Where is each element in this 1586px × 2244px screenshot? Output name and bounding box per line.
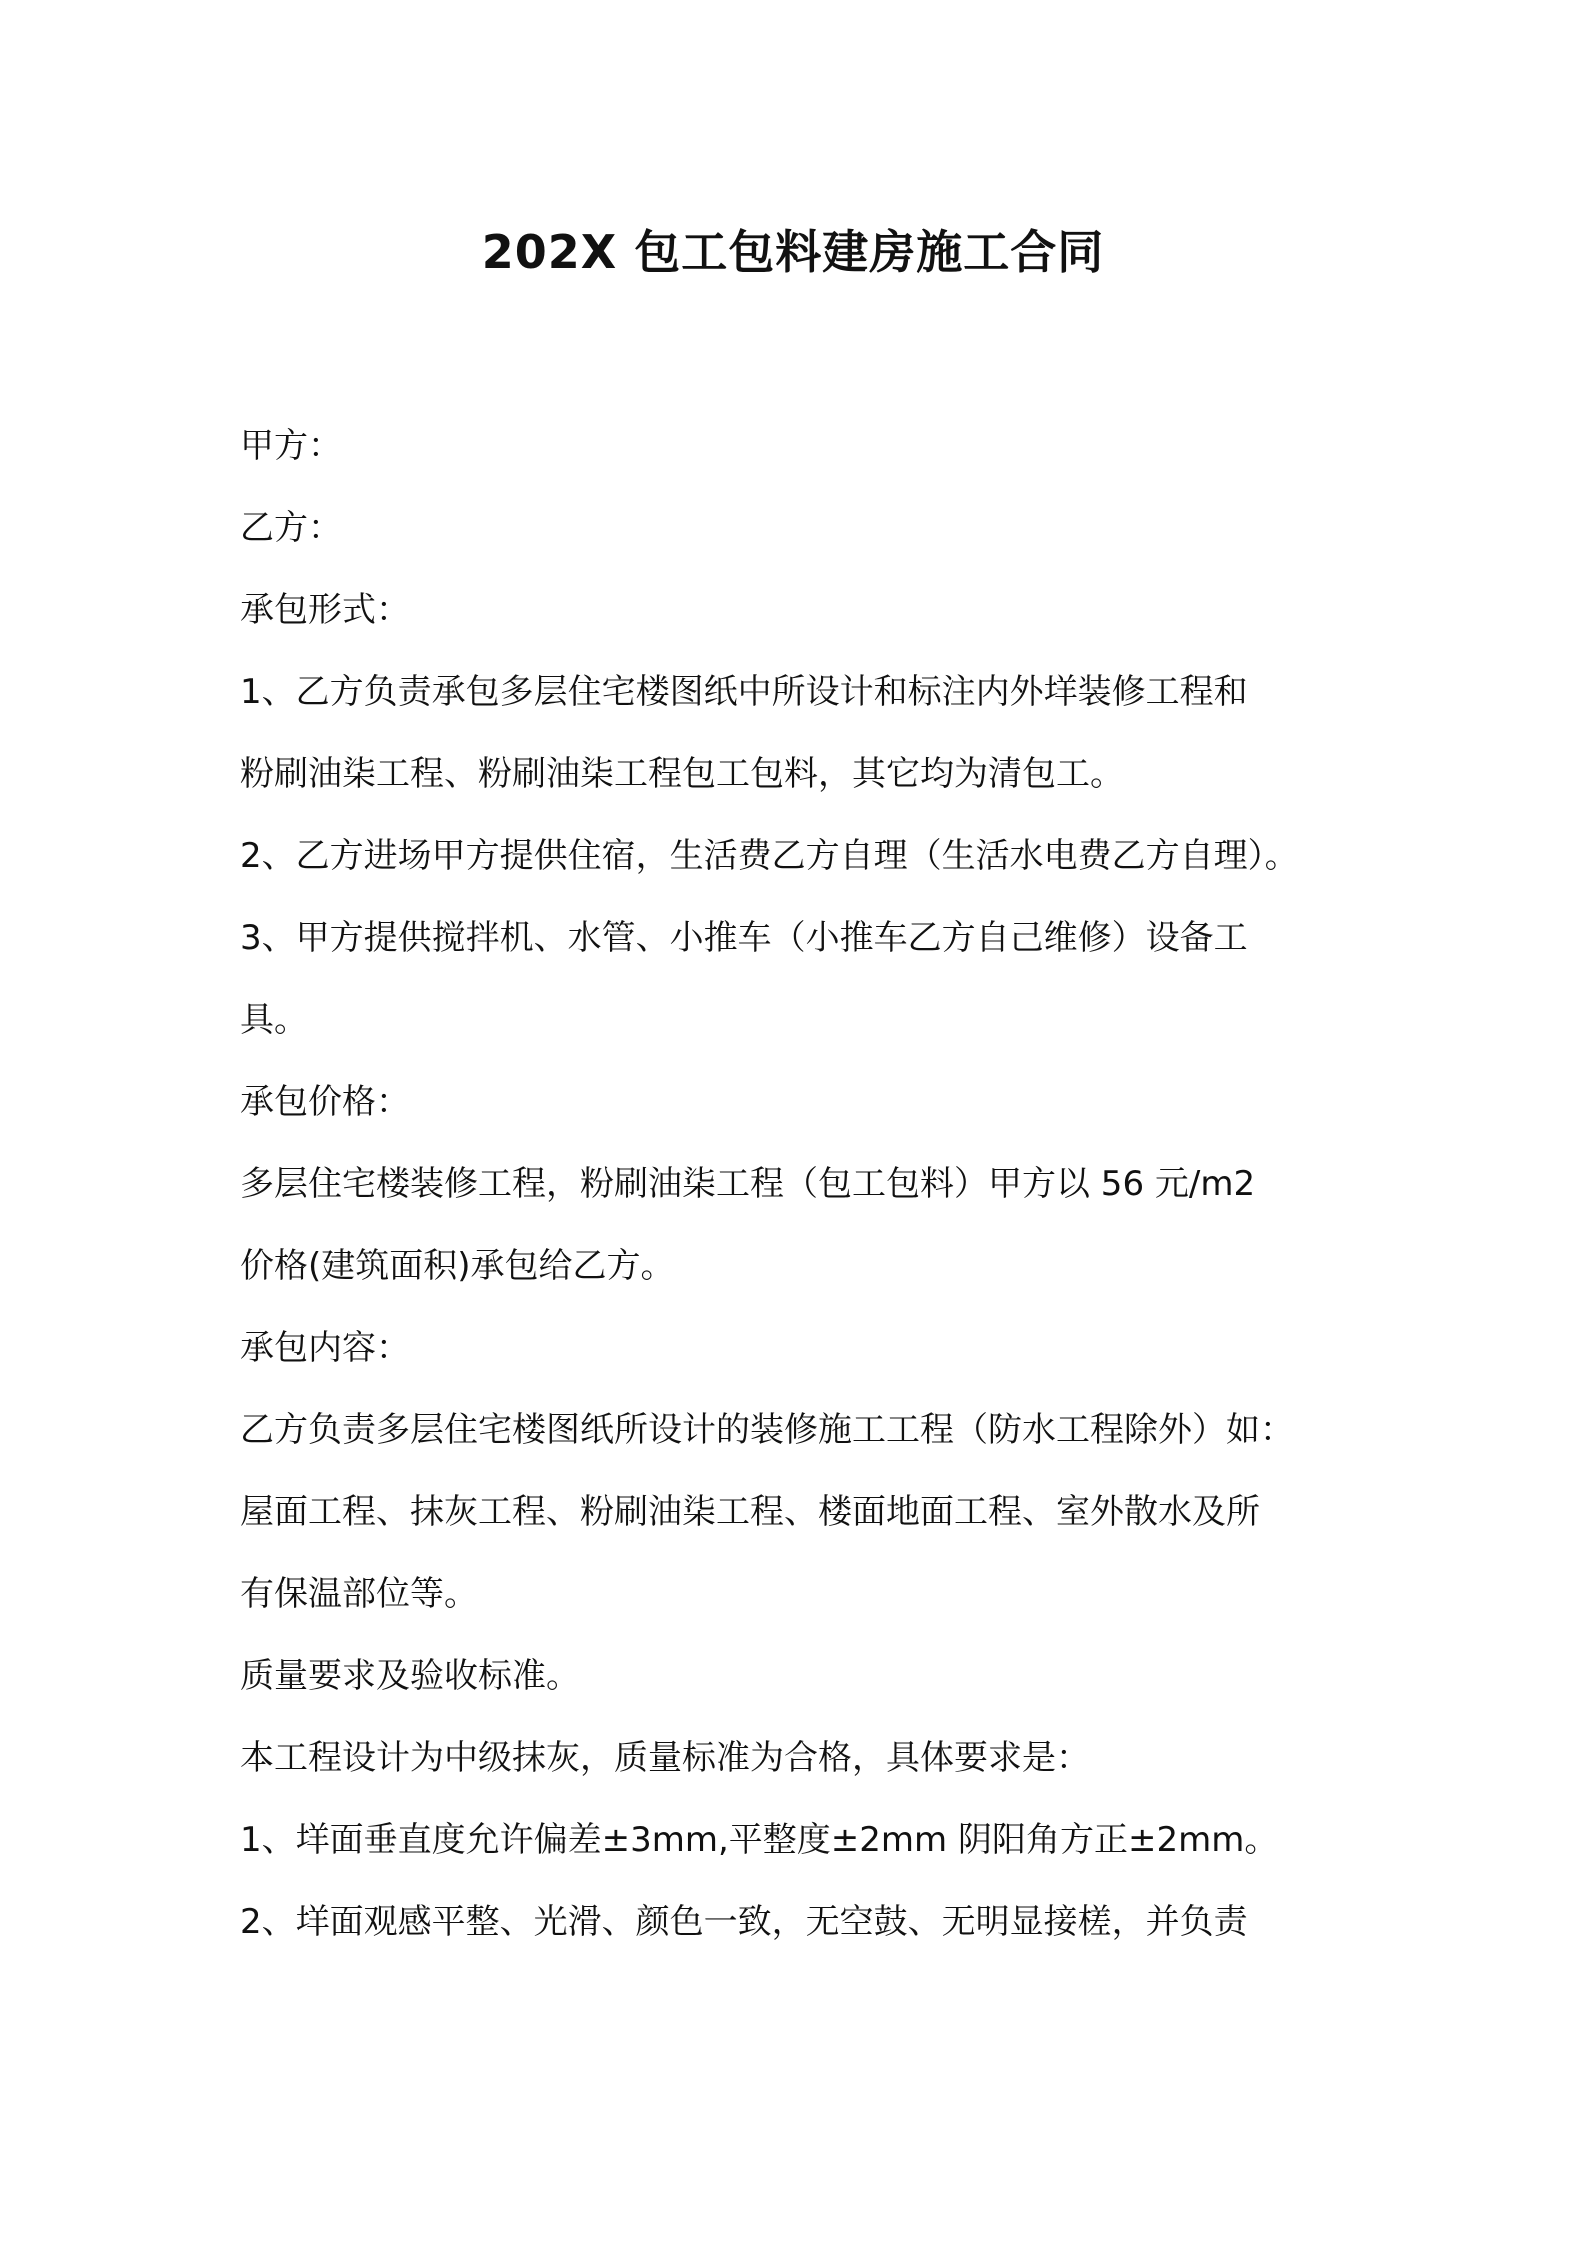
section-heading-quality: 质量要求及验收标准。 bbox=[240, 1656, 580, 1696]
paragraph-line: 有保温部位等。 bbox=[240, 1574, 478, 1614]
paragraph-line: 1、乙方负责承包多层住宅楼图纸中所设计和标注内外垟装修工程和 bbox=[240, 672, 1248, 712]
paragraph-line: 粉刷油柒工程、粉刷油柒工程包工包料，其它均为清包工。 bbox=[240, 754, 1124, 794]
paragraph-line: 本工程设计为中级抹灰，质量标准为合格，具体要求是： bbox=[240, 1738, 1090, 1778]
document-title: 202X 包工包料建房施工合同 bbox=[481, 225, 1105, 279]
paragraph-line: 价格(建筑面积)承包给乙方。 bbox=[240, 1246, 675, 1286]
paragraph-line: 3、甲方提供搅拌机、水管、小推车（小推车乙方自己维修）设备工 bbox=[240, 918, 1248, 958]
document-body bbox=[240, 405, 1360, 1963]
paragraph-line: 屋面工程、抹灰工程、粉刷油柒工程、楼面地面工程、室外散水及所 bbox=[240, 1492, 1260, 1532]
party-b-line: 乙方： bbox=[240, 508, 342, 548]
paragraph-line: 2、乙方进场甲方提供住宿，生活费乙方自理（生活水电费乙方自理）。 bbox=[240, 836, 1299, 876]
paragraph-line: 1、垟面垂直度允许偏差±3mm,平整度±2mm 阴阳角方正±2mm。 bbox=[240, 1820, 1279, 1860]
paragraph-line: 多层住宅楼装修工程，粉刷油柒工程（包工包料）甲方以 56 元/m2 bbox=[240, 1164, 1256, 1204]
paragraph-line: 乙方负责多层住宅楼图纸所设计的装修施工工程（防水工程除外）如： bbox=[240, 1410, 1294, 1450]
paragraph-line: 2、垟面观感平整、光滑、颜色一致，无空鼓、无明显接槎，并负责 bbox=[240, 1902, 1248, 1942]
party-a-line: 甲方： bbox=[240, 426, 342, 466]
section-heading-contract-price: 承包价格： bbox=[240, 1082, 410, 1122]
section-heading-contract-content: 承包内容： bbox=[240, 1328, 410, 1368]
paragraph-line: 具。 bbox=[240, 1000, 308, 1040]
section-heading-contract-form: 承包形式： bbox=[240, 590, 410, 630]
